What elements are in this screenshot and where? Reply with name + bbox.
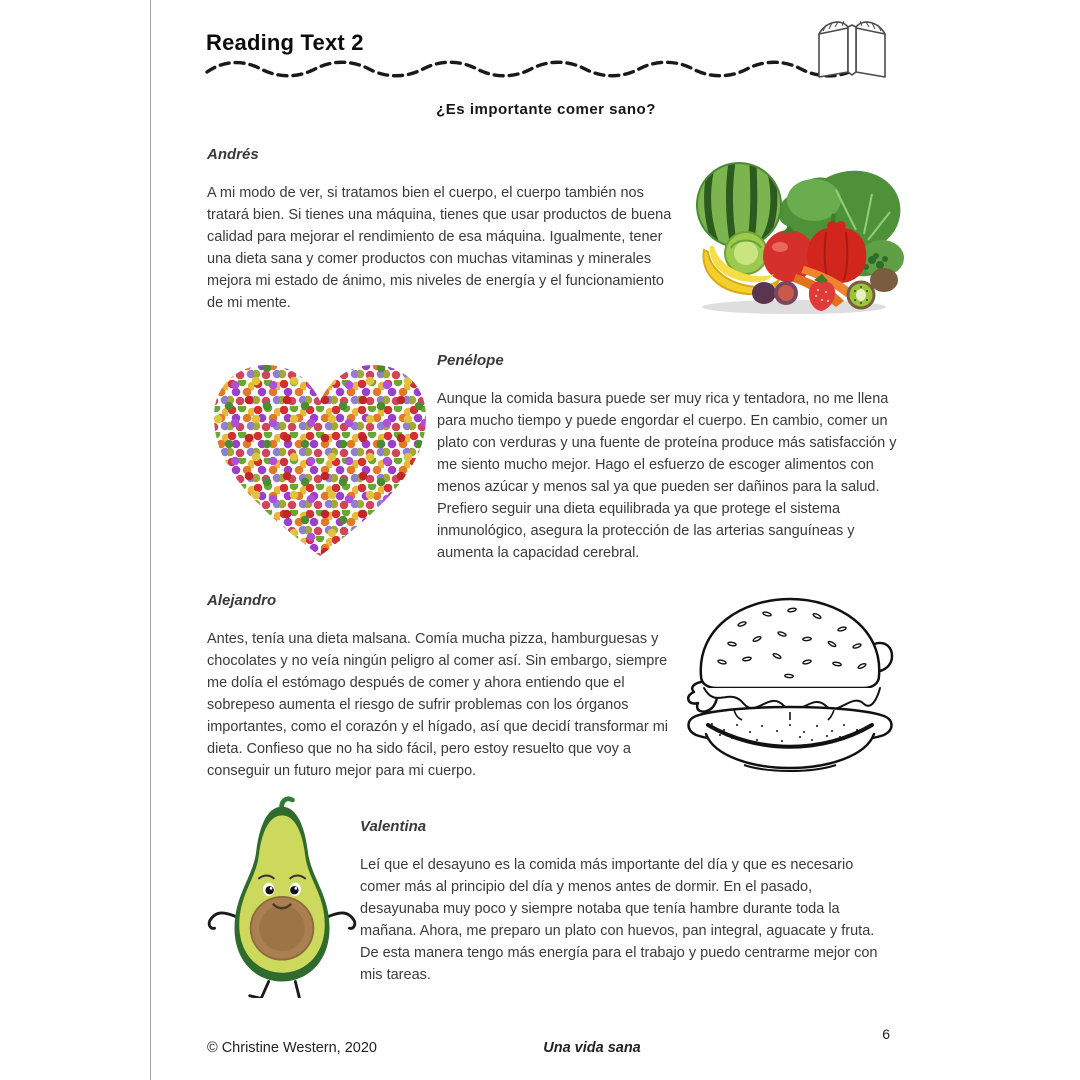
fruit-heart-image	[202, 354, 438, 564]
speaker-name-penelope: Penélope	[437, 352, 504, 369]
paragraph-alejandro: Antes, tenía una dieta malsana. Comía mucha pizza, hamburguesas y chocolates y no veía ningún peligro al comer así. Sin embargo, siempre me dolía el estómago después de comer y ahora entiendo que el sobrepeso aumenta el riesgo de sufrir problemas con los órganos importantes, como el corazón y el hígado, así que decidí transformar mi dieta. Confieso que no ha sido fácil, pero estoy resuelto que voy a conseguir un futuro mejor para mi cuerpo.	[207, 631, 668, 779]
page-left-border	[150, 0, 151, 1080]
reading-heading: ¿Es importante comer sano?	[436, 101, 656, 118]
paragraph-andres: A mi modo de ver, si tratamos bien el cuerpo, el cuerpo también nos tratará bien. Si tienes una máquina, tienes que usar productos de buena calidad para mejorar el rendimiento de esa máquina. Igualmente, tener una dieta sana y comer productos con muchas vitaminas y minerales mejora mi estado de ánimo, mis niveles de energía y el funcionamiento de mi mente.	[207, 185, 672, 311]
copyright-text: © Christine Western, 2020	[207, 1040, 377, 1056]
paragraph-valentina: Leí que el desayuno es la comida más importante del día y que es necesario comer más al principio del día y menos antes de dormir. En el pasado, desayunaba muy poco y siempre notaba que tenía hambre durante toda la mañana. Ahora, me preparo un plato con huevos, pan integral, aguacate y fruta. De esta manera tengo más energía para el trabajo y puedo centrarme mejor con mis tareas.	[360, 857, 878, 983]
avocado-image	[206, 792, 358, 998]
open-book-icon	[812, 14, 892, 82]
page-number: 6	[882, 1026, 890, 1042]
wavy-divider-line	[204, 54, 856, 82]
hamburger-image	[682, 584, 898, 794]
speaker-name-andres: Andrés	[207, 146, 259, 163]
page-title: Reading Text 2	[206, 30, 364, 55]
speaker-name-alejandro: Alejandro	[207, 592, 277, 609]
series-title: Una vida sana	[543, 1040, 641, 1056]
speaker-name-valentina: Valentina	[360, 818, 427, 835]
fruits-vegetables-image	[676, 160, 908, 318]
paragraph-penelope: Aunque la comida basura puede ser muy rica y tentadora, no me llena para mucho tiempo y puede engordar el cuerpo. En cambio, comer un plato con verduras y una fuente de proteína produce más satisfacción y me siento mucho mejor. Hago el esfuerzo de escoger alimentos con menos azúcar y menos sal ya que pueden ser dañinos para la salud. Prefiero seguir una dieta equilibrada ya que protege el sistema inmunológico, asegura la protección de las arterias sanguíneas y aumenta la capacidad cerebral.	[437, 391, 897, 561]
